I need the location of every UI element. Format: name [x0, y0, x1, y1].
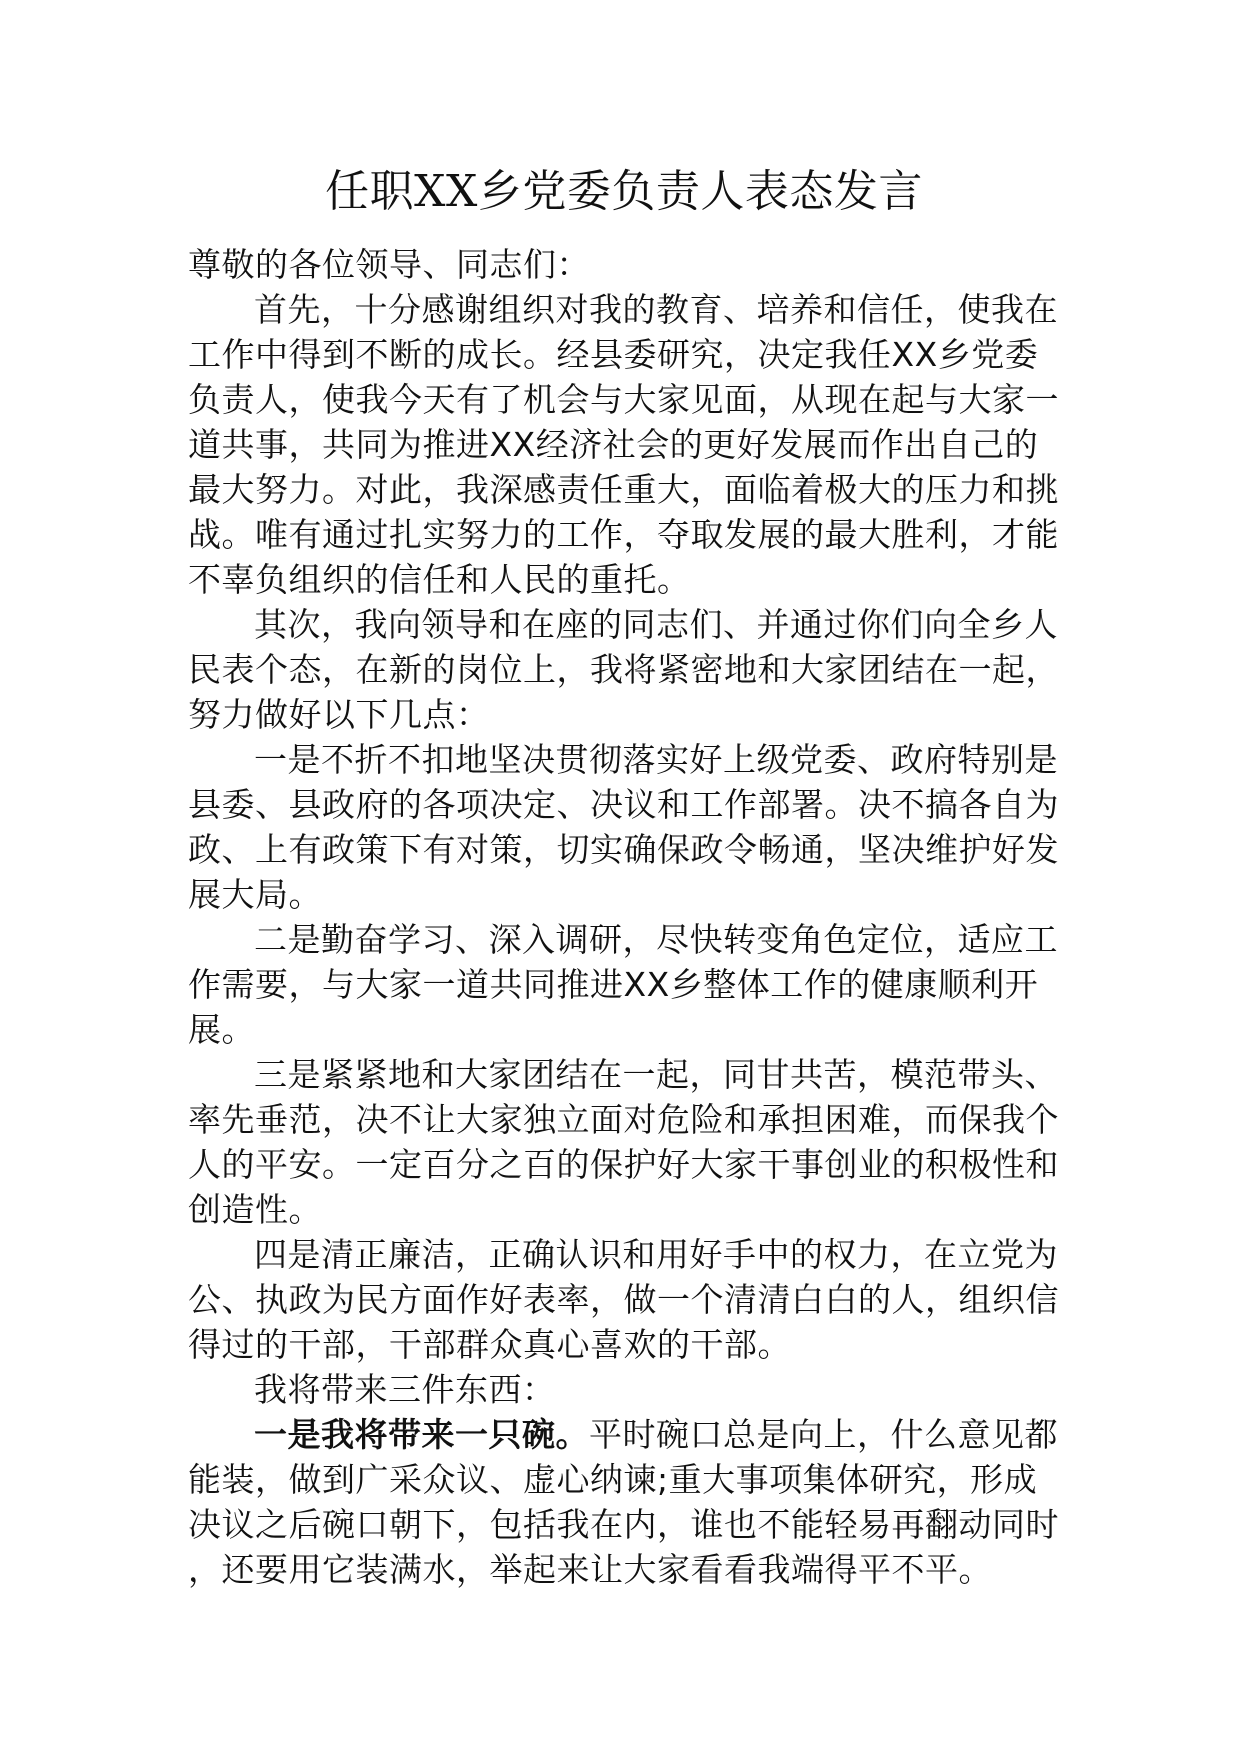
paragraph-point-three: 三是紧紧地和大家团结在一起，同甘共苦，模范带头、率先垂范，决不让大家独立面对危险和承担困难，而保我个人的平安。一定百分之百的保护好大家干事创业的积极性和创造性。	[188, 1055, 1059, 1229]
paragraph-point-one: 一是不折不扣地坚决贯彻落实好上级党委、政府特别是县委、县政府的各项决定、决议和工作部署。决不搞各自为政、上有政策下有对策，切实确保政令畅通，坚决维护好发展大局。	[188, 740, 1059, 914]
paragraph-point-four: 四是清正廉洁，正确认识和用好手中的权力，在立党为公、执政为民方面作好表率，做一个清清白白的人，组织信得过的干部，干部群众真心喜欢的干部。	[188, 1235, 1059, 1364]
paragraph-point-two: 二是勤奋学习、深入调研，尽快转变角色定位，适应工作需要，与大家一道共同推进XX乡整体工作的健康顺利开展。	[188, 920, 1058, 1049]
bowl-lead-text: 一是我将带来一只碗。	[254, 1415, 589, 1454]
document-body	[188, 162, 1060, 1592]
bowl-body-text: 平时碗口总是向上，什么意见都能装，做到广采众议、虚心纳谏;重大事项集体研究，形成决议之后碗口朝下，包括我在内，谁也不能轻易再翻动同时，还要用它装满水，举起来让大家看看我端得平不平。	[188, 1415, 1059, 1589]
paragraph-gratitude: 首先，十分感谢组织对我的教育、培养和信任，使我在工作中得到不断的成长。经县委研究，决定我任XX乡党委负责人，使我今天有了机会与大家见面，从现在起与大家一道共事，共同为推进XX经济社会的更好发展而作出自己的最大努力。对此，我深感责任重大，面临着极大的压力和挑战。唯有通过扎实努力的工作，夺取发展的最大胜利，才能不辜负组织的信任和人民的重托。	[188, 290, 1059, 599]
paragraph-bowl	[188, 1412, 1060, 1592]
document-title: 任职XX乡党委负责人表态发言	[325, 166, 923, 217]
paragraph-commitment-intro: 其次，我向领导和在座的同志们、并通过你们向全乡人民表个态，在新的岗位上，我将紧密地和大家团结在一起，努力做好以下几点：	[188, 605, 1059, 734]
paragraph-three-things-intro: 我将带来三件东西：	[254, 1370, 556, 1409]
salutation: 尊敬的各位领导、同志们：	[188, 245, 590, 284]
